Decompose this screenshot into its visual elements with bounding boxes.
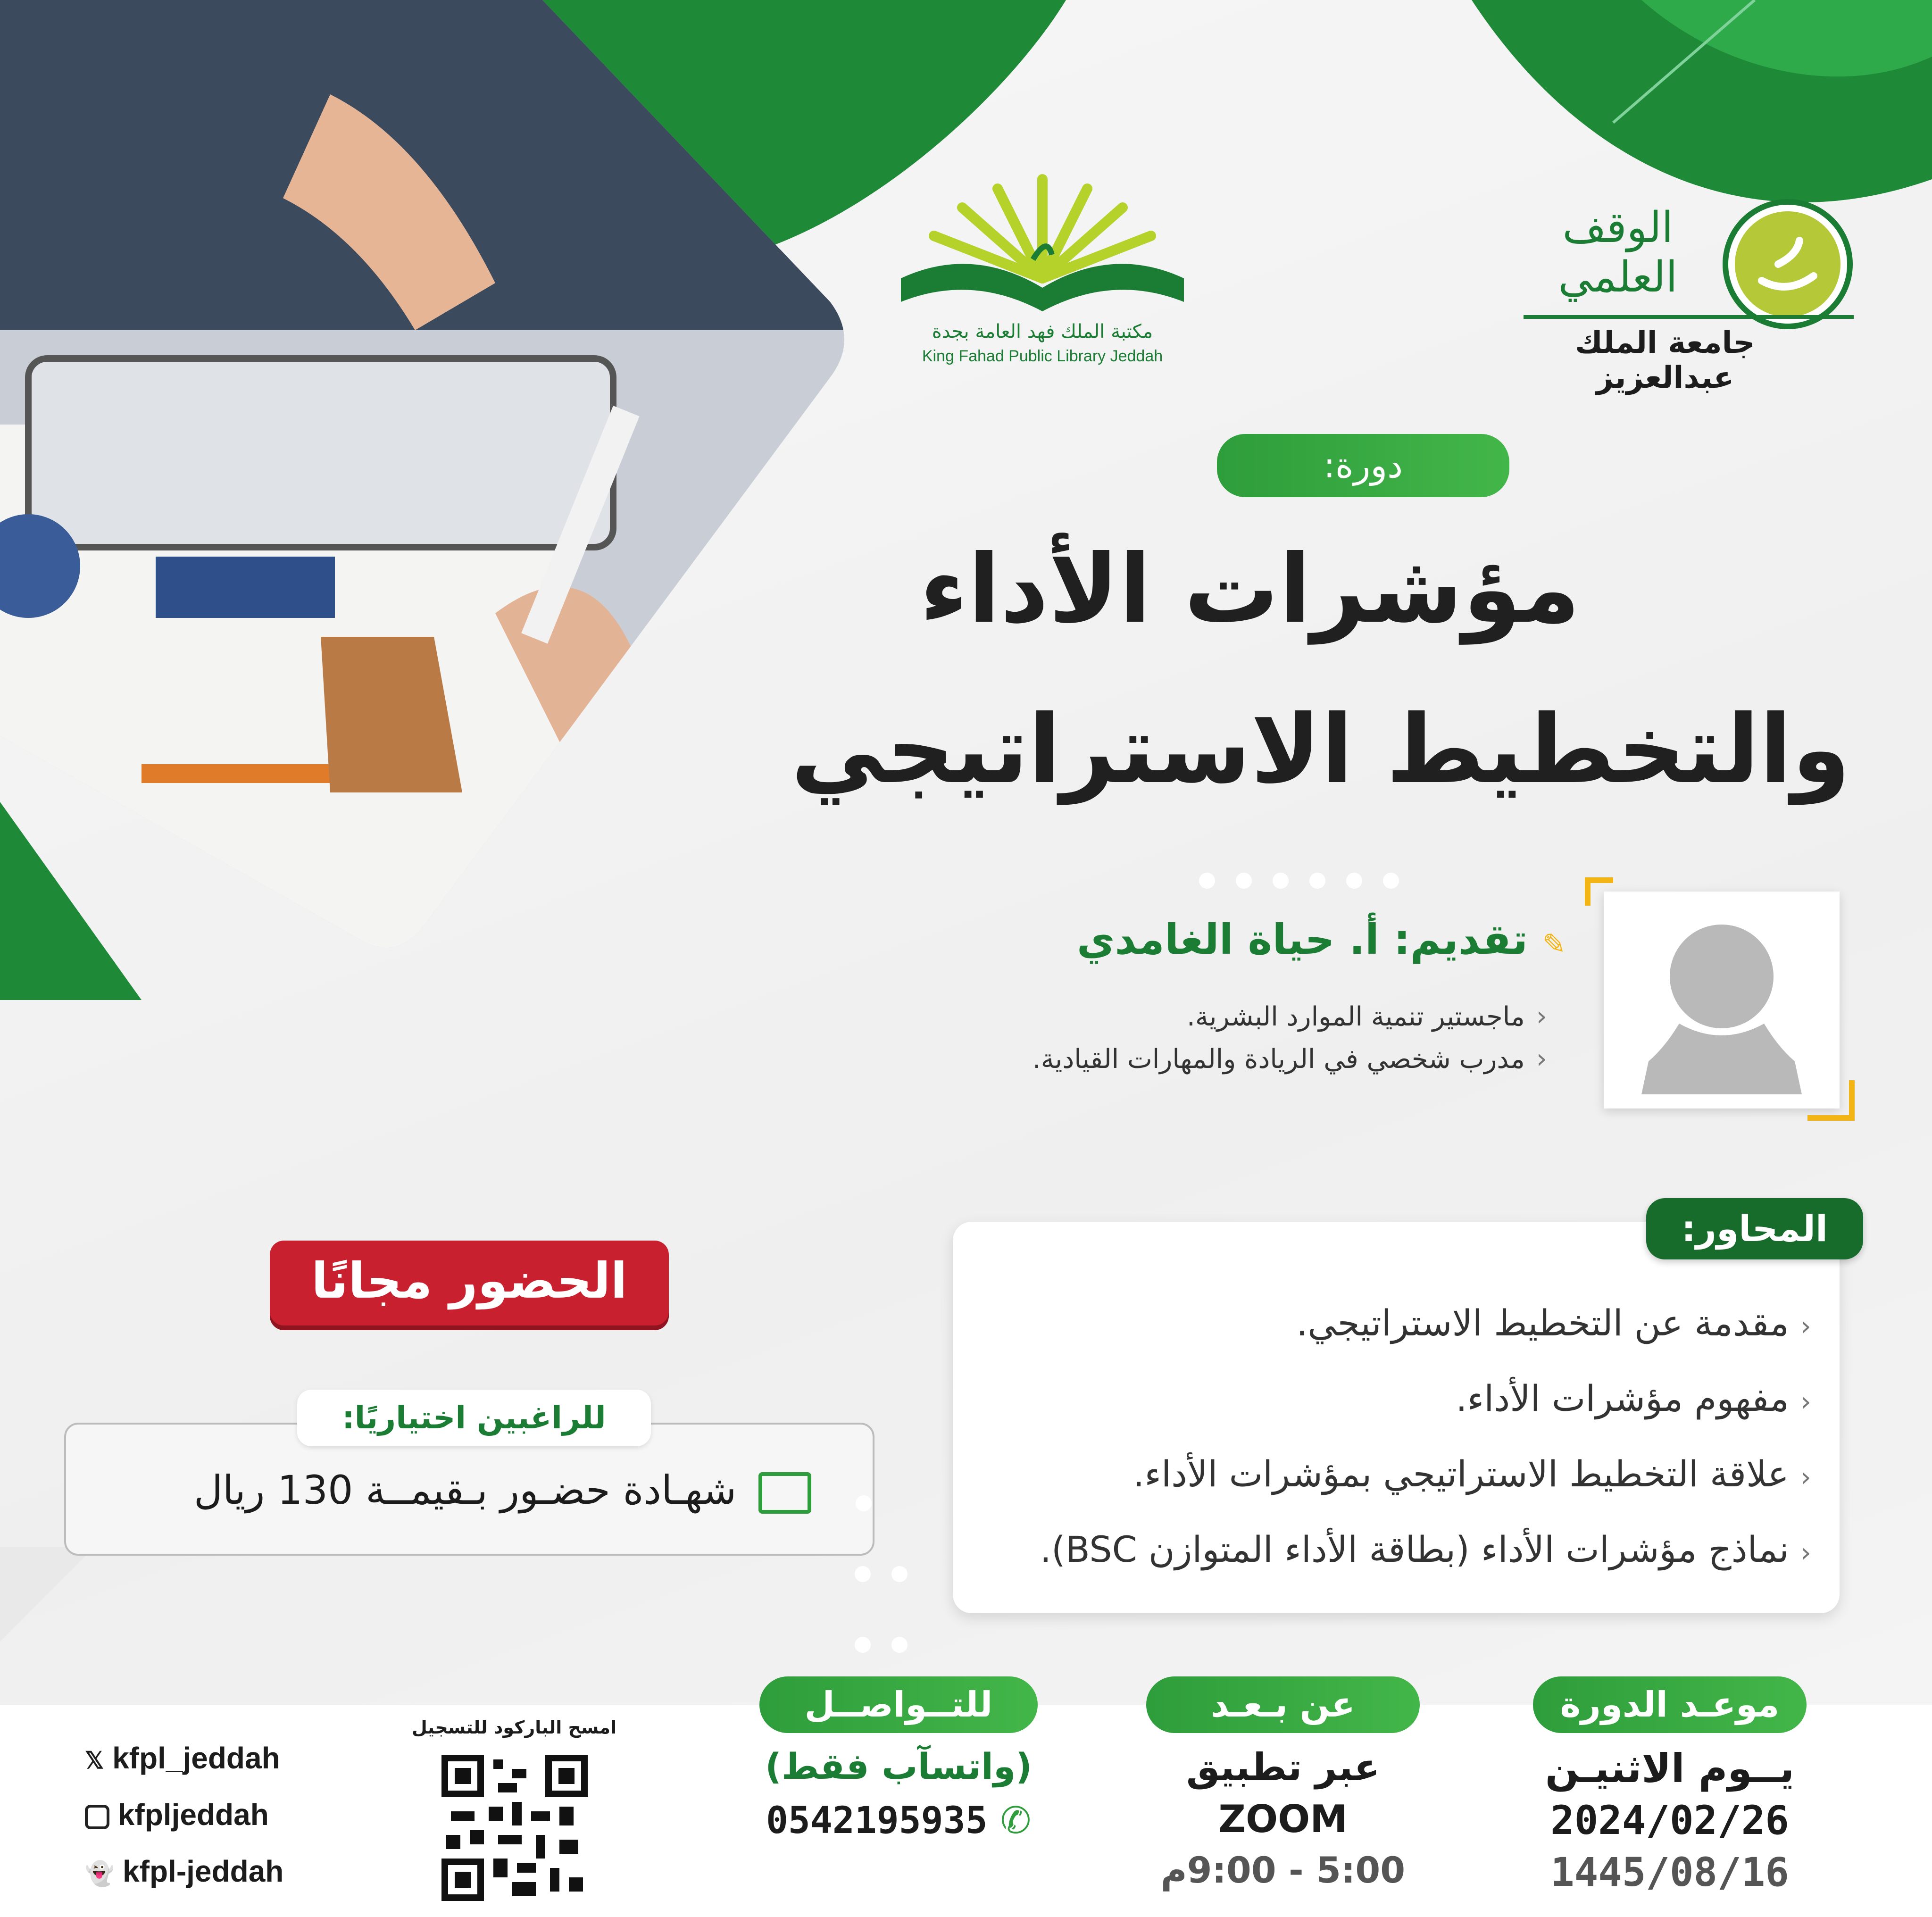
remote-platform: ZOOM — [1218, 1797, 1348, 1841]
presenter-name: ✎ تقديم: أ. حياة الغامدي — [1076, 915, 1566, 964]
presenter-qualification: ‹ ماجستير تنمية الموارد البشرية. — [896, 1000, 1547, 1032]
course-title-line2: والتخطيط الاستراتيجي — [791, 695, 1850, 805]
library-name-en: King Fahad Public Library Jeddah — [922, 347, 1163, 365]
person-silhouette-icon — [1604, 892, 1840, 1109]
schedule-date-hijri: 1445/08/16 — [1550, 1849, 1789, 1895]
presenter-qualification: ‹ مدرب شخصي في الريادة والمهارات القيادية. — [802, 1042, 1547, 1075]
schedule-date-gregorian: 2024/02/26 — [1550, 1797, 1789, 1843]
contact-phone[interactable]: ✆ 0542195935 — [766, 1800, 1032, 1842]
presenter-photo — [1604, 892, 1840, 1109]
dots-decoration — [1189, 873, 1409, 891]
qr-caption: امسح الباركود للتسجيل — [411, 1717, 617, 1738]
partner-divider — [1524, 315, 1854, 319]
social-instagram[interactable]: kfpljeddah — [85, 1797, 330, 1832]
schedule-label-badge: موعـد الدورة — [1533, 1676, 1807, 1733]
social-x[interactable]: 𝕏 kfpl_jeddah — [85, 1741, 280, 1775]
waqf-emblem-icon — [1717, 193, 1858, 335]
instagram-icon — [85, 1805, 109, 1829]
topic-item: ‹ مفهوم مؤشرات الأداء. — [991, 1377, 1811, 1419]
topic-item: ‹ مقدمة عن التخطيط الاستراتيجي. — [991, 1302, 1811, 1344]
office-photo — [0, 0, 849, 1000]
topic-item: ‹ علاقة التخطيط الاستراتيجي بمؤشرات الأداء. — [991, 1453, 1811, 1495]
qr-code-icon[interactable] — [441, 1755, 588, 1901]
frame-corner — [1807, 1115, 1855, 1121]
course-label-badge: دورة: — [1217, 434, 1509, 497]
dots-decoration — [844, 1637, 918, 1655]
library-logo-icon — [891, 160, 1193, 316]
snapchat-icon: 👻 — [85, 1860, 115, 1887]
remote-app: عبر تطبيق — [1186, 1745, 1380, 1789]
contact-note: (واتسآب فقط) — [765, 1745, 1032, 1787]
topic-item: ‹ نماذج مؤشرات الأداء (بطاقة الأداء المتوازن BSC). — [962, 1528, 1811, 1570]
social-snapchat[interactable]: 👻 kfpl-jeddah — [85, 1854, 284, 1888]
remote-label-badge: عن بـعـد — [1146, 1676, 1420, 1733]
certificate-label: للراغبين اختياريًا: — [297, 1390, 651, 1446]
dots-decoration — [844, 1566, 918, 1584]
frame-corner — [1585, 877, 1591, 906]
certificate-icon — [758, 1472, 811, 1514]
contact-label-badge: للتــواصــل — [759, 1676, 1038, 1733]
free-attendance-badge: الحضور مجانًا — [270, 1241, 669, 1325]
certificate-text: شهـادة حضـور بـقيمــة 130 ريال — [94, 1467, 811, 1514]
waqf-logo-text: الوقف العلمي — [1558, 203, 1678, 302]
dots-decoration — [854, 1495, 882, 1513]
microphone-icon: ✎ — [1542, 928, 1566, 961]
course-title-line1: مؤشرات الأداء — [919, 534, 1581, 644]
whatsapp-icon: ✆ — [1000, 1800, 1032, 1842]
topics-label-badge: المحاور: — [1646, 1198, 1863, 1259]
university-name: جامعة الملك عبدالعزيز — [1575, 325, 1755, 395]
library-name-ar: مكتبة الملك فهد العامة بجدة — [932, 321, 1153, 342]
remote-time: 5:00 - 9:00م — [1160, 1849, 1406, 1891]
schedule-day: يــوم الاثنيـن — [1545, 1745, 1795, 1792]
x-icon: 𝕏 — [85, 1747, 104, 1774]
frame-corner — [1849, 1080, 1855, 1121]
